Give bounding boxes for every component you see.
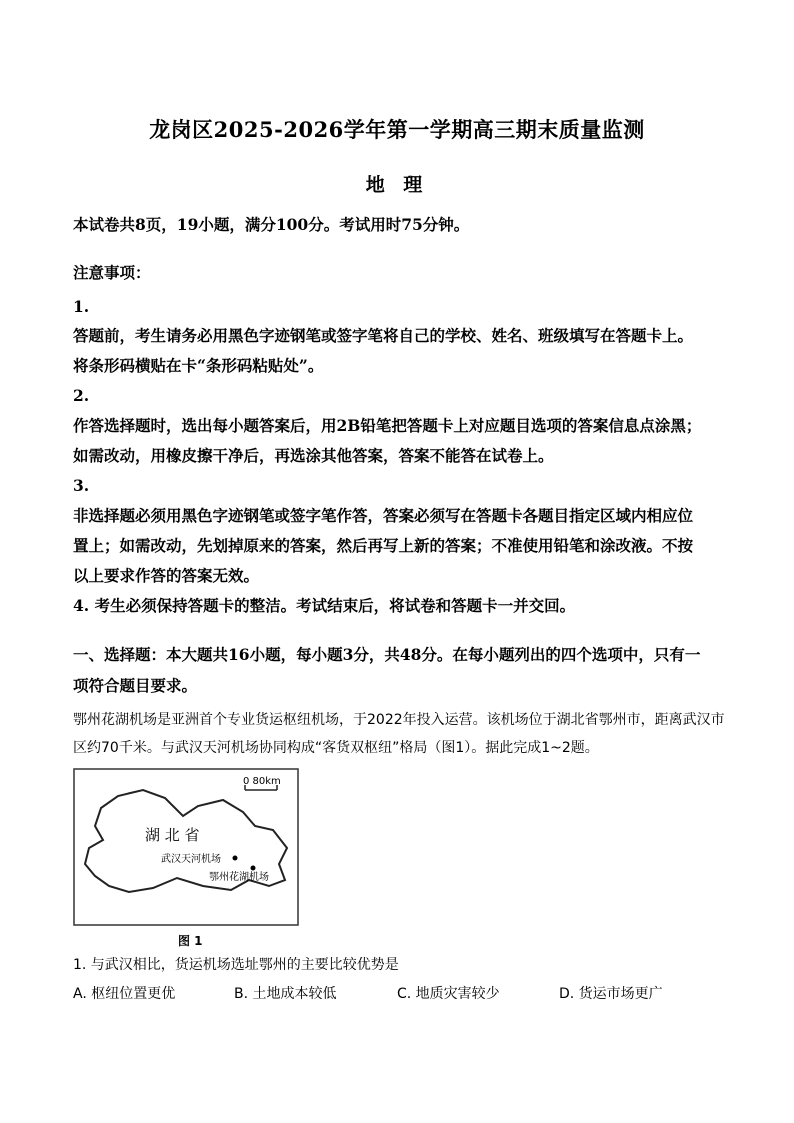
hubei-map: [73, 768, 299, 926]
question-1-option-d: D. 货运市场更广: [559, 986, 663, 1002]
note-1-number: 1.: [73, 297, 90, 316]
material-line-1: 鄂州花湖机场是亚洲首个专业货运枢纽机场，于2022年投入运营。该机场位于湖北省鄂州市，距离武汉市: [73, 712, 725, 728]
section-1-heading-line-2: 项符合题目要求。: [73, 676, 198, 695]
note-3-number: 3.: [73, 476, 90, 495]
hubei-map-figure: [73, 768, 299, 926]
note-2-line-2: 如需改动，用橡皮擦干净后，再选涂其他答案，答案不能答在试卷上。: [73, 446, 554, 465]
note-3-line-1: 非选择题必须用黑色字迹钢笔或签字笔作答，答案必须写在答题卡各题目指定区域内相应位: [73, 506, 694, 525]
note-2-line-1: 作答选择题时，选出每小题答案后，用2B铅笔把答题卡上对应题目选项的答案信息点涂黑；: [73, 416, 702, 435]
note-1-line-2: 将条形码横贴在卡“条形码粘贴处”。: [73, 356, 324, 375]
scale-label: 0 80km: [243, 776, 281, 787]
tianhe-airport-point: [233, 856, 238, 861]
note-3-line-3: 以上要求作答的答案无效。: [73, 566, 260, 585]
question-1-option-a: A. 枢纽位置更优: [73, 986, 176, 1002]
huahu-airport-point: [251, 866, 256, 871]
note-3-line-2: 置上；如需改动，先划掉原来的答案，然后再写上新的答案；不准使用铅笔和涂改液。不按: [73, 536, 694, 555]
note-4: 4. 考生必须保持答题卡的整洁。考试结束后，将试卷和答题卡一并交回。: [73, 596, 576, 615]
figure-caption: 图 1: [178, 934, 203, 948]
question-1-stem: 1. 与武汉相比，货运机场选址鄂州的主要比较优势是: [73, 957, 399, 973]
section-1-heading-line-1: 一、选择题：本大题共16小题，每小题3分，共48分。在每小题列出的四个选项中，只有一: [73, 645, 701, 664]
question-1-option-c: C. 地质灾害较少: [397, 986, 500, 1002]
huahu-airport-label: 鄂州花湖机场: [209, 872, 269, 883]
note-2-number: 2.: [73, 386, 90, 405]
note-1-line-1: 答题前，考生请务必用黑色字迹钢笔或签字笔将自己的学校、姓名、班级填写在答题卡上。: [73, 326, 694, 345]
subject-title: 地 理: [365, 174, 429, 196]
province-label: 湖 北 省: [145, 826, 200, 844]
tianhe-airport-label: 武汉天河机场: [161, 854, 221, 865]
notes-heading: 注意事项：: [73, 263, 151, 282]
document-title: 龙岗区2025-2026学年第一学期高三期末质量监测: [149, 117, 645, 142]
material-line-2: 区约70千米。与武汉天河机场协同构成“客货双枢纽”格局（图1）。据此完成1~2题。: [73, 740, 599, 756]
question-1-option-b: B. 土地成本较低: [234, 986, 337, 1002]
exam-intro: 本试卷共8页，19小题，满分100分。考试用时75分钟。: [73, 215, 470, 234]
map-frame: [74, 769, 298, 925]
